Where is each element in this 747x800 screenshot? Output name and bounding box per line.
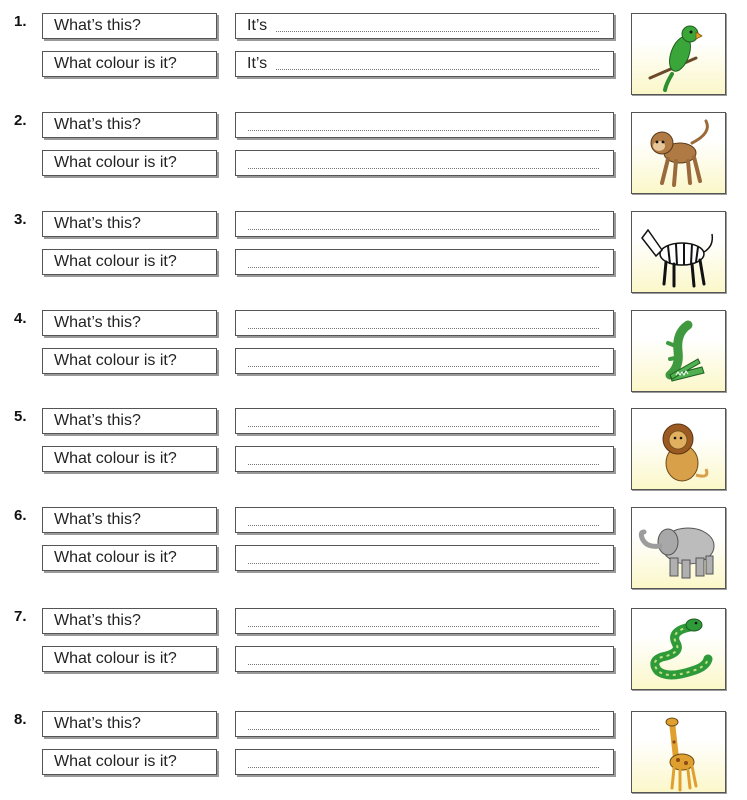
item-number: 4. [14,310,27,327]
exercise-item-5 [0,408,747,492]
question-colour-label: What colour is it? [42,446,217,472]
item-number: 8. [14,711,27,728]
elephant-icon [632,508,725,588]
answer-prefix: It’s [247,17,268,34]
answer-what-field[interactable] [235,112,614,138]
item-number: 2. [14,112,27,129]
answer-colour-field[interactable] [235,348,614,374]
parrot-icon [632,14,725,94]
question-colour-label: What colour is it? [42,646,217,672]
answer-line [248,767,599,768]
exercise-item-2 [0,112,747,196]
crocodile-picture [631,310,726,392]
snake-picture [631,608,726,690]
answer-line [248,464,599,465]
exercise-item-3 [0,211,747,295]
answer-line [276,31,599,32]
answer-prefix: It’s [247,55,268,72]
exercise-item-7 [0,608,747,692]
parrot-picture [631,13,726,95]
question-colour-label: What colour is it? [42,150,217,176]
answer-line [248,626,599,627]
exercise-item-1 [0,13,747,97]
answer-what-field[interactable] [235,711,614,737]
question-colour-label: What colour is it? [42,249,217,275]
question-colour-label: What colour is it? [42,545,217,571]
answer-line [248,563,599,564]
snake-icon [632,609,725,689]
monkey-picture [631,112,726,194]
answer-what-field[interactable] [235,408,614,434]
answer-line [248,328,599,329]
answer-colour-field[interactable] [235,446,614,472]
question-colour-label: What colour is it? [42,348,217,374]
item-number: 5. [14,408,27,425]
exercise-item-4 [0,310,747,394]
answer-line [248,229,599,230]
answer-colour-field[interactable] [235,545,614,571]
question-what-label: What’s this? [42,211,217,237]
item-number: 7. [14,608,27,625]
answer-colour-field[interactable] [235,249,614,275]
zebra-picture [631,211,726,293]
question-what-label: What’s this? [42,608,217,634]
item-number: 6. [14,507,27,524]
item-number: 3. [14,211,27,228]
answer-line [248,525,599,526]
answer-line [248,664,599,665]
question-what-label: What’s this? [42,112,217,138]
answer-line [248,267,599,268]
answer-colour-field[interactable] [235,749,614,775]
giraffe-picture [631,711,726,793]
question-what-label: What’s this? [42,408,217,434]
answer-what-field[interactable] [235,310,614,336]
question-colour-label: What colour is it? [42,51,217,77]
answer-what-field[interactable] [235,211,614,237]
monkey-icon [632,113,725,193]
answer-what-field[interactable] [235,13,614,39]
answer-line [276,69,599,70]
item-number: 1. [14,13,27,30]
exercise-item-8 [0,711,747,795]
answer-line [248,366,599,367]
lion-picture [631,408,726,490]
elephant-picture [631,507,726,589]
answer-what-field[interactable] [235,608,614,634]
zebra-icon [632,212,725,292]
answer-line [248,426,599,427]
answer-line [248,729,599,730]
lion-icon [632,409,725,489]
answer-colour-field[interactable] [235,51,614,77]
question-colour-label: What colour is it? [42,749,217,775]
answer-colour-field[interactable] [235,646,614,672]
answer-line [248,168,599,169]
answer-line [248,130,599,131]
question-what-label: What’s this? [42,507,217,533]
question-what-label: What’s this? [42,711,217,737]
answer-colour-field[interactable] [235,150,614,176]
question-what-label: What’s this? [42,310,217,336]
crocodile-icon [632,311,725,391]
giraffe-icon [632,712,725,792]
exercise-item-6 [0,507,747,591]
answer-what-field[interactable] [235,507,614,533]
question-what-label: What’s this? [42,13,217,39]
